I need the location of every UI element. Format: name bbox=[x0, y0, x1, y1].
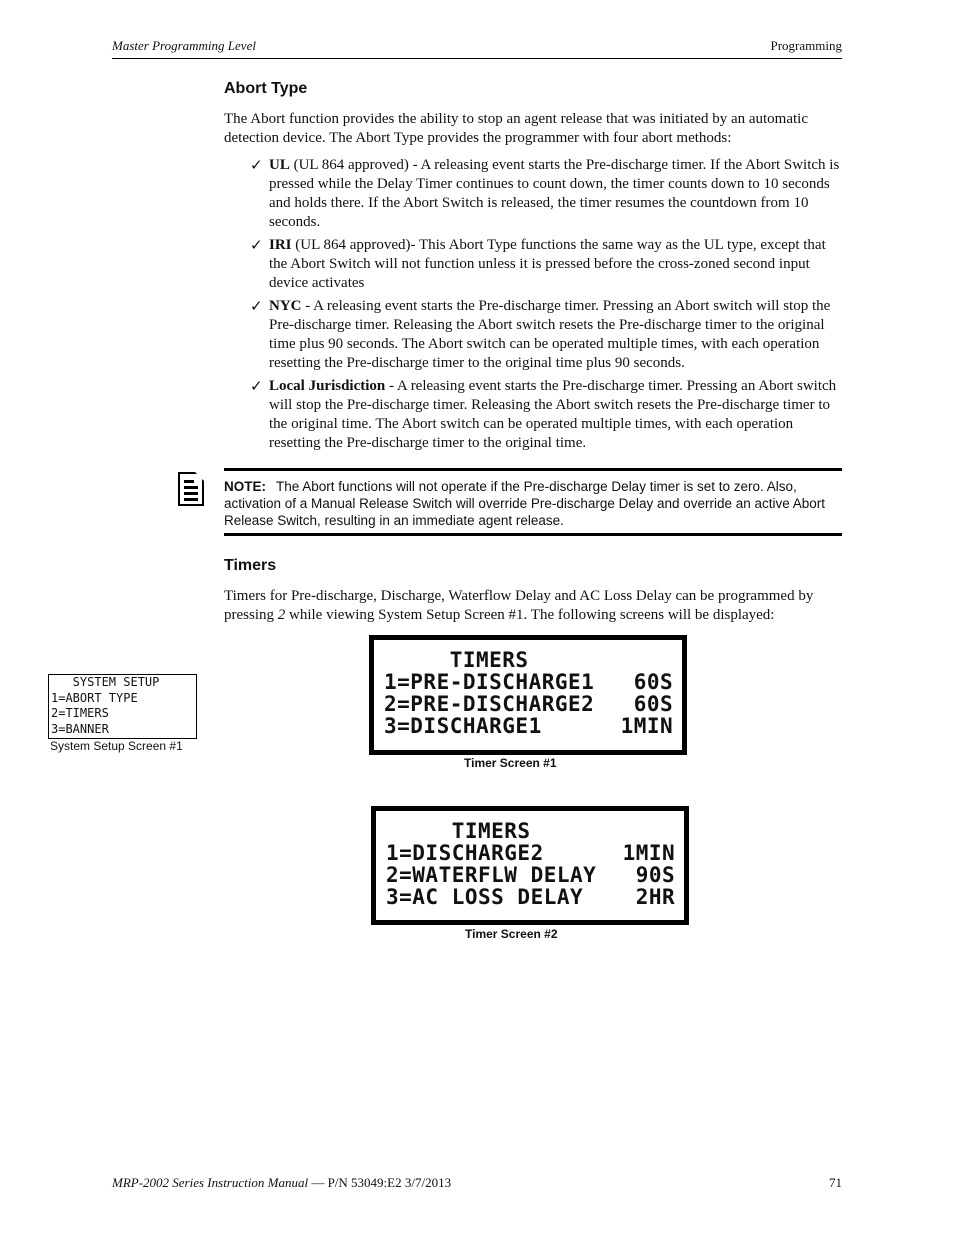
page-number: 71 bbox=[829, 1175, 842, 1190]
abort-method-term: NYC bbox=[269, 298, 302, 314]
abort-methods-list bbox=[250, 156, 844, 457]
list-item bbox=[250, 156, 844, 232]
footer-manual-info bbox=[112, 1175, 451, 1191]
lcd-line: 1=PRE-DISCHARGE1 60S bbox=[384, 670, 674, 694]
timers-intro: Timers for Pre-discharge, Discharge, Waterflow Delay and AC Loss Delay can be programmed by pressing 2 while viewing System Setup Screen #1. The following screens will be displayed: bbox=[224, 588, 814, 623]
abort-method-desc: - A releasing event starts the Pre-discharge timer. Pressing an Abort switch will stop the Pre-discharge timer. Releasing the Abort switch resets the Pre-discharge timer to the original time plus 90 seconds. The Abort switch can be operated multiple times, with each operation resetting the Pre-discharge timer to the original time plus 90 seconds. bbox=[269, 298, 831, 371]
timer-screen-1 bbox=[369, 635, 687, 755]
abort-type-heading: Abort Type bbox=[224, 80, 308, 97]
lcd-line: 2=PRE-DISCHARGE2 60S bbox=[384, 692, 674, 716]
lcd-line: TIMERS bbox=[386, 819, 531, 843]
timer-screen-2-caption: Timer Screen #2 bbox=[465, 927, 558, 941]
lcd-line: 2=WATERFLW DELAY 90S bbox=[386, 863, 676, 887]
header-divider bbox=[112, 58, 842, 59]
lcd-line: 3=AC LOSS DELAY 2HR bbox=[386, 885, 676, 909]
lcd-line: TIMERS bbox=[384, 648, 529, 672]
lcd-line: 3=BANNER bbox=[51, 721, 109, 736]
abort-method-term: UL bbox=[269, 157, 290, 173]
lcd-line: 3=DISCHARGE1 1MIN bbox=[384, 714, 674, 738]
note-box bbox=[224, 478, 842, 529]
lcd-line: 2=TIMERS bbox=[51, 706, 109, 720]
lcd-line: 1=ABORT TYPE bbox=[51, 690, 138, 705]
timers-heading: Timers bbox=[224, 557, 277, 574]
abort-type-intro: The Abort function provides the ability to stop an agent release that was initiated by an automatic detection device. The Abort Type provides the programmer with four abort methods: bbox=[224, 111, 809, 146]
key-2: 2 bbox=[277, 607, 286, 623]
note-body: The Abort functions will not operate if the Pre-discharge Delay timer is set to zero. Also, activation of a Manual Release Switch will override Pre-discharge Delay and override an active Abort Release Switch, resulting in an immediate agent release. bbox=[224, 479, 826, 528]
system-setup-caption: System Setup Screen #1 bbox=[50, 739, 183, 753]
list-item bbox=[250, 236, 844, 293]
abort-method-desc: - A releasing event starts the Pre-discharge timer. Pressing an Abort switch will stop the Pre-discharge timer. Releasing the Abort switch resets the Pre-discharge timer to the original time. The Abort switch can be operated multiple times, with each operation resetting the Pre-discharge timer to the original time. bbox=[269, 378, 837, 451]
note-document-icon bbox=[178, 472, 204, 506]
abort-method-term: IRI bbox=[269, 237, 292, 253]
note-bottom-rule bbox=[224, 533, 842, 536]
check-mark-icon: ✓ bbox=[250, 297, 263, 315]
timer-screen-1-caption: Timer Screen #1 bbox=[464, 756, 557, 770]
list-item bbox=[250, 297, 844, 373]
timer-screen-2 bbox=[371, 806, 689, 925]
footer-part-number: — P/N 53049:E2 3/7/2013 bbox=[308, 1175, 452, 1190]
abort-method-desc: (UL 864 approved) - A releasing event starts the Pre-discharge timer. If the Abort Switch is pressed while the Delay Timer continues to count down, the timer counts down to 10 seconds and holds there. If the Abort Switch is released, the timer resumes the countdown from 10 seconds. bbox=[269, 157, 840, 230]
footer-manual-title: MRP-2002 Series Instruction Manual bbox=[112, 1175, 309, 1190]
check-mark-icon: ✓ bbox=[250, 236, 263, 254]
abort-method-term: Local Jurisdiction bbox=[269, 378, 386, 394]
note-top-rule bbox=[224, 468, 842, 471]
check-mark-icon: ✓ bbox=[250, 377, 263, 395]
note-label: NOTE: bbox=[224, 479, 266, 494]
check-mark-icon: ✓ bbox=[250, 156, 263, 174]
lcd-line: 1=DISCHARGE2 1MIN bbox=[386, 841, 676, 865]
header-section-title: Master Programming Level bbox=[112, 38, 256, 53]
system-setup-screen bbox=[48, 674, 197, 739]
list-item bbox=[250, 377, 844, 453]
abort-method-desc: (UL 864 approved)- This Abort Type functions the same way as the UL type, except that the Abort Switch will not function unless it is pressed before the cross-zoned second input device activates bbox=[269, 237, 826, 291]
lcd-line: SYSTEM SETUP bbox=[51, 675, 160, 689]
header-chapter-title: Programming bbox=[770, 38, 842, 53]
